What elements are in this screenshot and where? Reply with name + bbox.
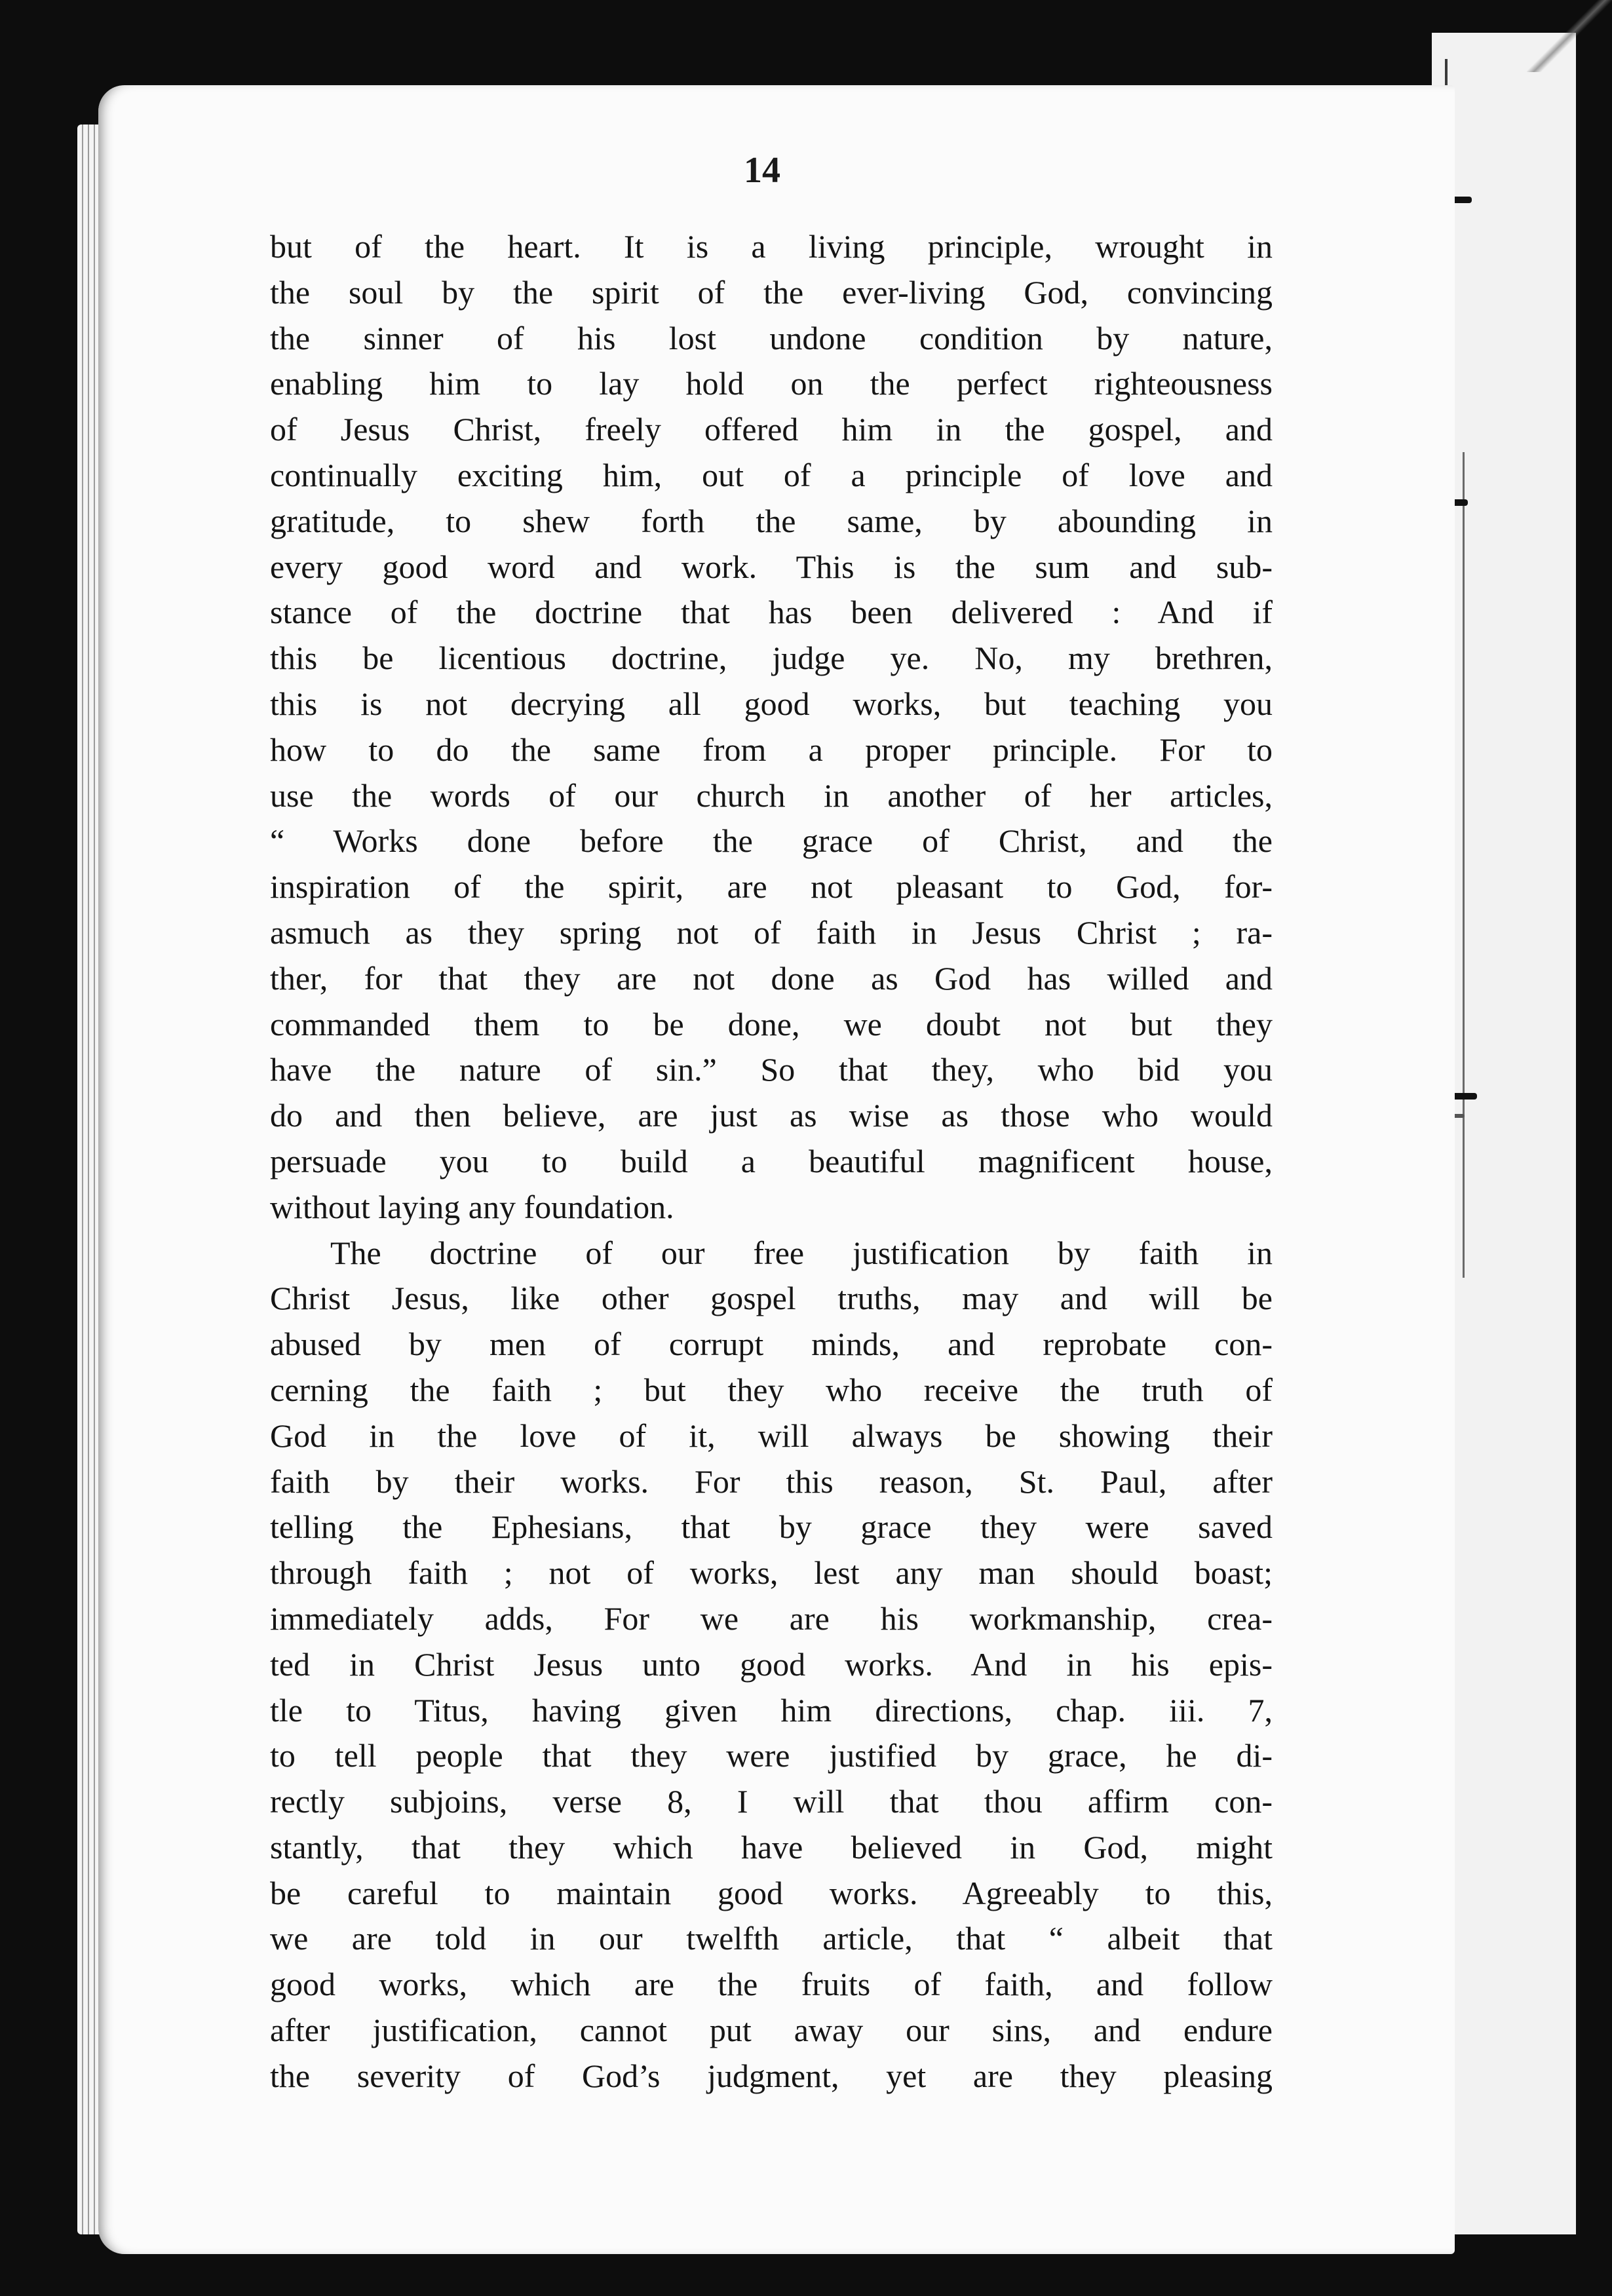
text-line: every good word and work. This is the sum and sub- [270,548,1273,585]
text-line: rectly subjoins, verse 8, I will that thou affirm con- [270,1783,1273,1820]
text-line: cerning the faith ; but they who receive the truth of [270,1371,1273,1408]
text-line: after justification, cannot put away our sins, and endure [270,2012,1273,2049]
gutter-line-inner [1463,452,1465,1278]
text-line: the soul by the spirit of the ever-living God, convincing [270,273,1273,311]
text-line: enabling him to lay hold on the perfect righteousness [270,365,1273,402]
text-line: faith by their works. For this reason, St. Paul, after [270,1463,1273,1500]
text-line: stance of the doctrine that has been delivered : And if [270,594,1273,631]
text-line: good works, which are the fruits of faith, and follow [270,1966,1273,2003]
text-line: abused by men of corrupt minds, and reprobate con- [270,1326,1273,1363]
text-line: inspiration of the spirit, are not pleasant to God, for- [270,868,1273,906]
text-line: the sinner of his lost undone condition by nature, [270,319,1273,356]
body-text [270,224,1273,2099]
text-line: continually exciting him, out of a principle of love and [270,456,1273,493]
text-line: through faith ; not of works, lest any man should boast; [270,1554,1273,1592]
text-line: of Jesus Christ, freely offered him in the gospel, and [270,411,1273,448]
text-line: persuade you to build a beautiful magnificent house, [270,1142,1273,1179]
text-line: immediately adds, For we are his workmanship, crea- [270,1599,1273,1637]
text-line: tle to Titus, having given him directions, chap. iii. 7, [270,1691,1273,1729]
text-line: this is not decrying all good works, but teaching you [270,685,1273,722]
text-line: this be licentious doctrine, judge ye. No, my brethren, [270,640,1273,677]
text-line: the severity of God’s judgment, yet are they pleasing [270,2057,1273,2094]
text-line: we are told in our twelfth article, that “ albeit that [270,1920,1273,1957]
text-line: without laying any foundation. [270,1188,674,1225]
text-line: how to do the same from a proper principle. For to [270,731,1273,768]
text-line: “ Works done before the grace of Christ, and the [270,822,1273,860]
page-number: 14 [744,150,780,191]
text-line: have the nature of sin.” So that they, who bid you [270,1051,1273,1088]
text-line: Christ Jesus, like other gospel truths, may and will be [270,1280,1273,1317]
text-line: use the words of our church in another of her articles, [270,776,1273,814]
text-line: commanded them to be done, we doubt not but they [270,1005,1273,1043]
text-line: gratitude, to shew forth the same, by abounding in [270,502,1273,539]
text-line: The doctrine of our free justification by faith in [330,1234,1273,1271]
text-line: asmuch as they spring not of faith in Jesus Christ ; ra- [270,913,1273,951]
text-line: telling the Ephesians, that by grace they were saved [270,1508,1273,1546]
text-line: be careful to maintain good works. Agreeably to this, [270,1874,1273,1911]
text-line: to tell people that they were justified by grace, he di- [270,1737,1273,1774]
scan-scratch [1527,0,1612,72]
text-line: but of the heart. It is a living principle, wrought in [270,228,1273,265]
text-line: do and then believe, are just as wise as those who would [270,1097,1273,1134]
text-line: ther, for that they are not done as God has willed and [270,959,1273,997]
text-line: ted in Christ Jesus unto good works. And in his epis- [270,1645,1273,1683]
text-line: stantly, that they which have believed in God, might [270,1828,1273,1866]
text-line: God in the love of it, will always be showing their [270,1417,1273,1454]
